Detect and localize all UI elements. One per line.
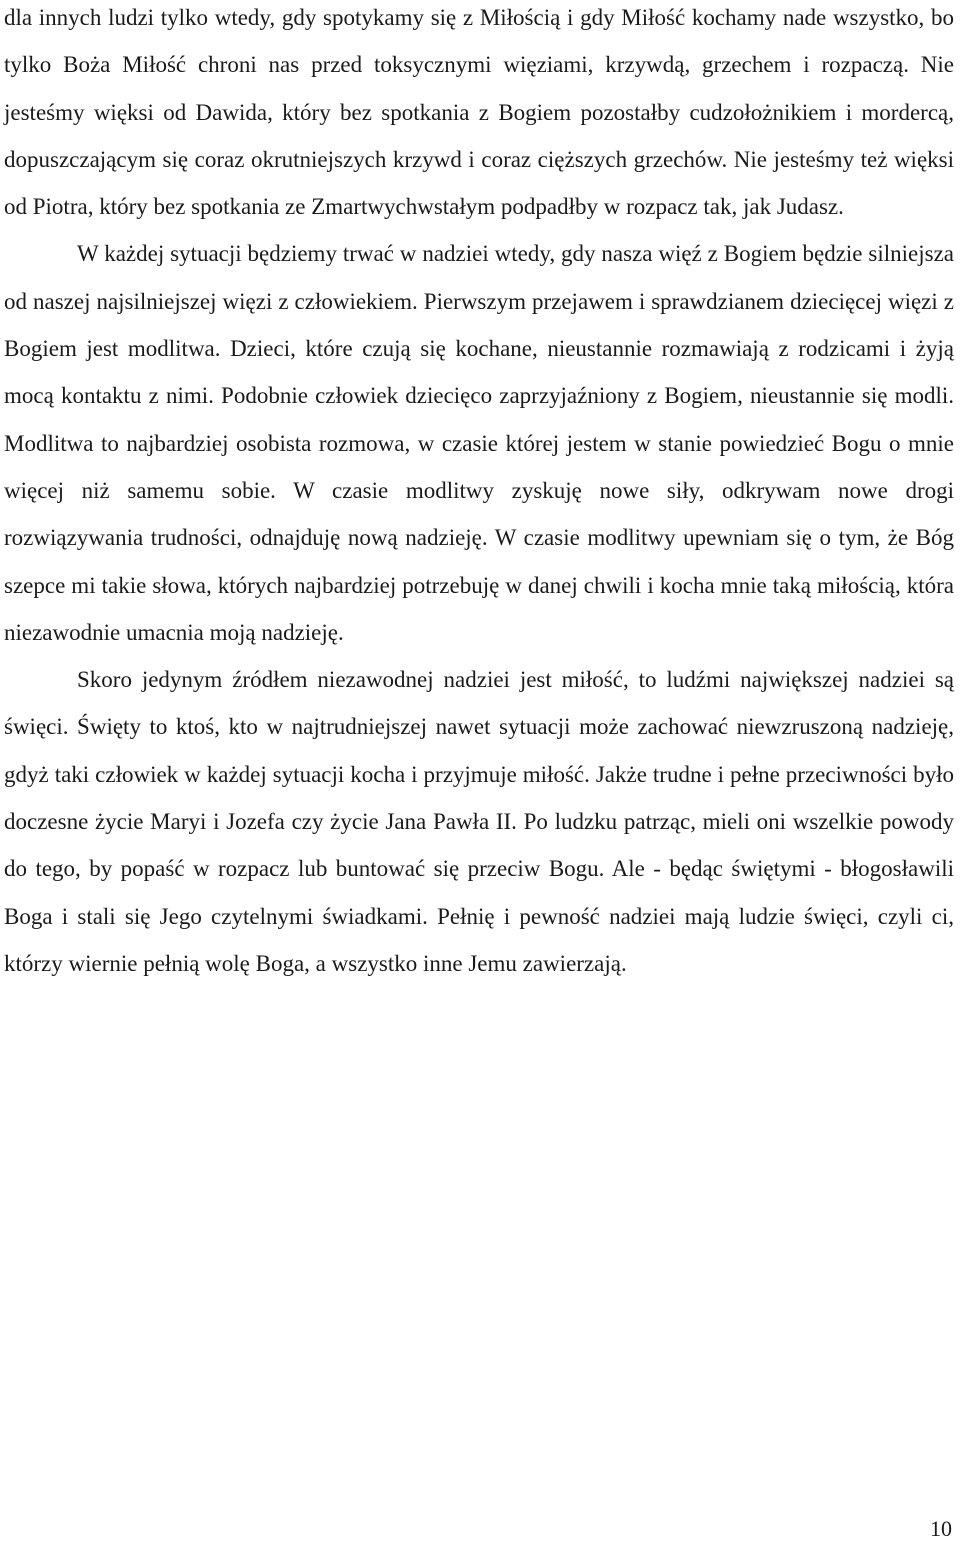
paragraph-3: Skoro jedynym źródłem niezawodnej nadziei jest miłość, to ludźmi największej nadziei są święci. Święty to ktoś, kto w najtrudniejszej nawet sytuacji może zachować niewzruszoną nadzieję, gdyż taki człowiek w każdej sytuacji kocha i przyjmuje miłość. Jakże trudne i pełne przeciwności było doczesne życie Maryi i Jozefa czy życie Jana Pawła II. Po ludzku patrząc, mieli oni wszelkie powody do tego, by popaść w rozpacz lub buntować się przeciw Bogu. Ale - będąc świętymi - błogosławili Boga i stali się Jego czytelnymi świadkami. Pełnię i pewność nadziei mają ludzie święci, czyli ci, którzy wiernie pełnią wolę Boga, a wszystko inne Jemu zawierzają.	[4, 667, 954, 976]
page-number: 10	[930, 1516, 952, 1541]
body-text	[4, 0, 954, 987]
paragraph-2: W każdej sytuacji będziemy trwać w nadziei wtedy, gdy nasza więź z Bogiem będzie silniejsza od naszej najsilniejszej więzi z człowiekiem. Pierwszym przejawem i sprawdzianem dziecięcej więzi z Bogiem jest modlitwa. Dzieci, które czują się kochane, nieustannie rozmawiają z rodzicami i żyją mocą kontaktu z nimi. Podobnie człowiek dziecięco zaprzyjaźniony z Bogiem, nieustannie się modli. Modlitwa to najbardziej osobista rozmowa, w czasie której jestem w stanie powiedzieć Bogu o mnie więcej niż samemu sobie. W czasie modlitwy zyskuję nowe siły, odkrywam nowe drogi rozwiązywania trudności, odnajduję nową nadzieję. W czasie modlitwy upewniam się o tym, że Bóg szepce mi takie słowa, których najbardziej potrzebuję w danej chwili i kocha mnie taką miłością, która niezawodnie umacnia moją nadzieję.	[4, 241, 954, 645]
paragraph-1: dla innych ludzi tylko wtedy, gdy spotykamy się z Miłością i gdy Miłość kochamy nade wszystko, bo tylko Boża Miłość chroni nas przed toksycznymi więziami, krzywdą, grzechem i rozpaczą. Nie jesteśmy więksi od Dawida, który bez spotkania z Bogiem pozostałby cudzołożnikiem i mordercą, dopuszczającym się coraz okrutniejszych krzywd i coraz cięższych grzechów. Nie jesteśmy też więksi od Piotra, który bez spotkania ze Zmartwychwstałym podpadłby w rozpacz tak, jak Judasz.	[4, 5, 954, 220]
